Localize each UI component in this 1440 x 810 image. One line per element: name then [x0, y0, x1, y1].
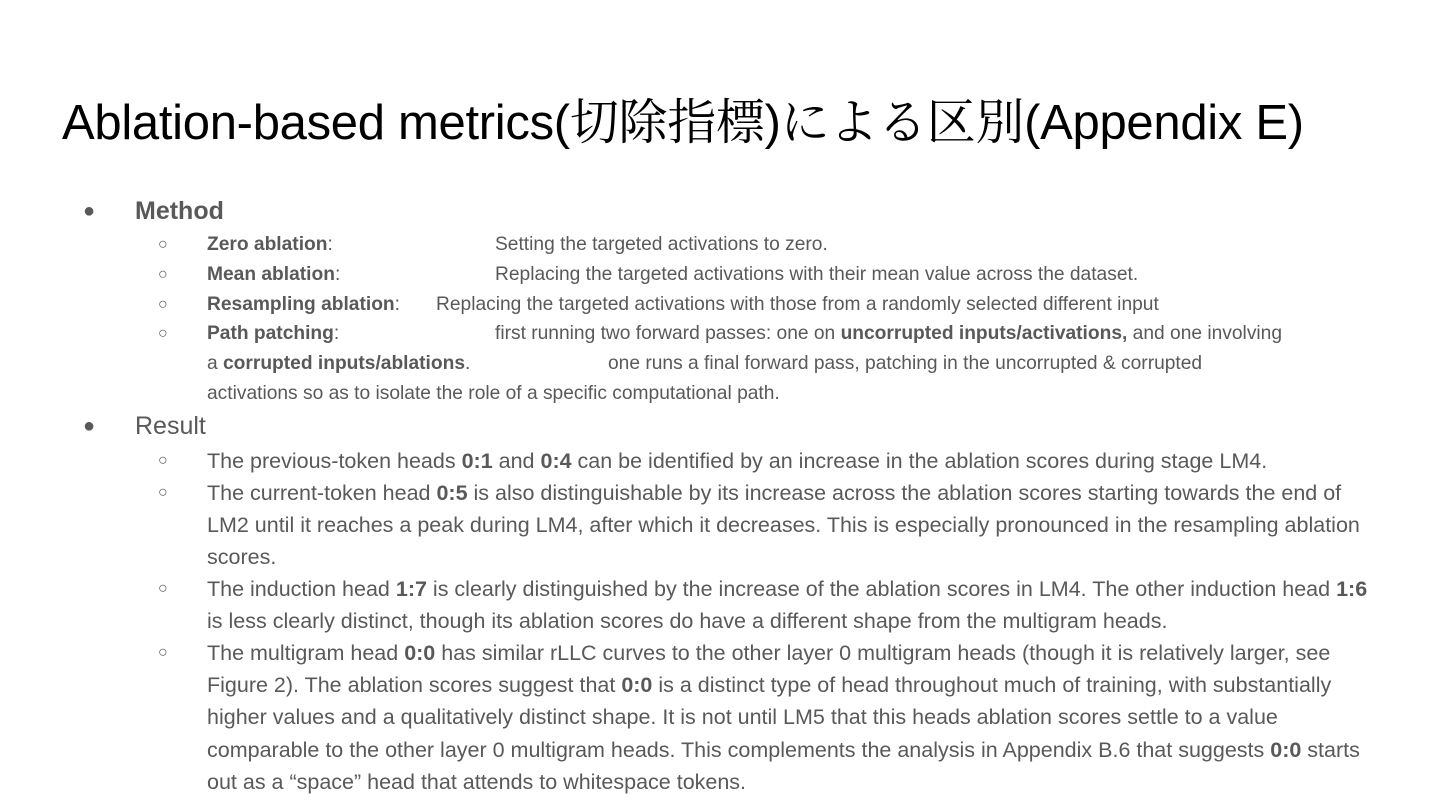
method-heading: Method — [135, 197, 224, 225]
method-desc-part: a — [207, 353, 224, 374]
result-text: and — [492, 449, 541, 473]
method-desc-bold: corrupted inputs/ablations — [223, 353, 466, 374]
term-separator: : — [327, 234, 333, 255]
result-text: starts out as a “space” head that attends to whitespace tokens. — [207, 737, 1360, 794]
bullet-icon: ● — [83, 200, 96, 222]
method-desc-part: and one involving — [1127, 323, 1283, 344]
bullet-icon: ● — [83, 415, 96, 437]
head-id: 1:7 — [395, 577, 427, 601]
slide-title: Ablation-based metrics(切除指標)による区別(Appendix E) — [62, 96, 1304, 150]
method-desc: Setting the targeted activations to zero. — [495, 234, 828, 255]
method-desc-part: first running two forward passes: one on — [495, 323, 841, 344]
result-text: can be identified by an increase in the ablation scores during stage LM4. — [571, 449, 1268, 473]
sub-bullet-icon: ○ — [158, 236, 168, 253]
method-desc-part: one runs a final forward pass, patching in the uncorrupted & corrupted — [608, 353, 1203, 374]
head-id: 0:0 — [404, 641, 436, 665]
term-separator: : — [394, 294, 400, 315]
result-heading: Result — [135, 412, 206, 440]
head-id: 0:0 — [1270, 737, 1302, 762]
method-term: Zero ablation — [207, 234, 328, 255]
result-item — [158, 573, 1382, 637]
head-id: 0:0 — [621, 673, 653, 698]
sub-bullet-icon: ○ — [158, 452, 168, 469]
method-term: Mean ablation — [207, 264, 335, 285]
method-desc-part: . — [465, 353, 471, 374]
method-term: Path patching — [207, 323, 334, 344]
method-desc-bold: uncorrupted inputs/activations, — [840, 323, 1128, 344]
result-text: The current-token head — [207, 481, 437, 505]
sub-bullet-icon: ○ — [158, 266, 168, 283]
method-term: Resampling ablation — [207, 294, 395, 315]
head-id: 0:1 — [461, 449, 493, 473]
result-text: is clearly distinguished by the increase of the ablation scores in LM4. The other induction head — [426, 577, 1337, 601]
head-id: 0:5 — [436, 481, 468, 505]
result-text: The previous-token heads — [207, 449, 462, 473]
result-text: The induction head — [207, 577, 396, 601]
result-text: has similar rLLC curves to the other layer 0 multigram heads (though it is relatively larger, see Figure 2). The ablation scores suggest that — [207, 641, 1331, 698]
sub-bullet-icon: ○ — [158, 484, 168, 501]
head-id: 1:6 — [1336, 577, 1368, 601]
result-text: is less clearly distinct, though its ablation scores do have a different shape from the multigram heads. — [207, 609, 1168, 634]
result-text: is also distinguishable by its increase across the ablation scores starting towards the end of LM2 until it reaches a peak during LM4, after which it decreases. This is especially pronounced in the resampling ablation scores. — [207, 481, 1360, 570]
result-item — [158, 477, 1382, 574]
sub-bullet-icon: ○ — [158, 325, 168, 342]
sub-bullet-icon: ○ — [158, 580, 168, 597]
sub-bullet-icon: ○ — [158, 296, 168, 313]
term-separator: : — [334, 264, 341, 285]
result-heading-item — [83, 411, 206, 441]
head-id: 0:4 — [540, 449, 572, 473]
sub-bullet-icon: ○ — [158, 644, 168, 661]
result-text: is a distinct type of head throughout much of training, with substantially higher values and a qualitatively distinct shape. It is not until LM5 that this heads ablation scores settle to a value comparable to the other layer 0 multigram heads. This complements the analysis in Appendix B.6 that suggests — [207, 673, 1332, 762]
method-desc: Replacing the targeted activations with their mean value across the dataset. — [495, 264, 1139, 285]
result-item — [158, 637, 1367, 798]
result-item — [158, 445, 1397, 477]
result-text: The multigram head — [207, 641, 405, 665]
term-separator: : — [333, 323, 340, 344]
method-desc: Replacing the targeted activations with those from a randomly selected different input — [436, 294, 1159, 315]
method-desc-part: activations so as to isolate the role of a specific computational path. — [207, 383, 780, 404]
